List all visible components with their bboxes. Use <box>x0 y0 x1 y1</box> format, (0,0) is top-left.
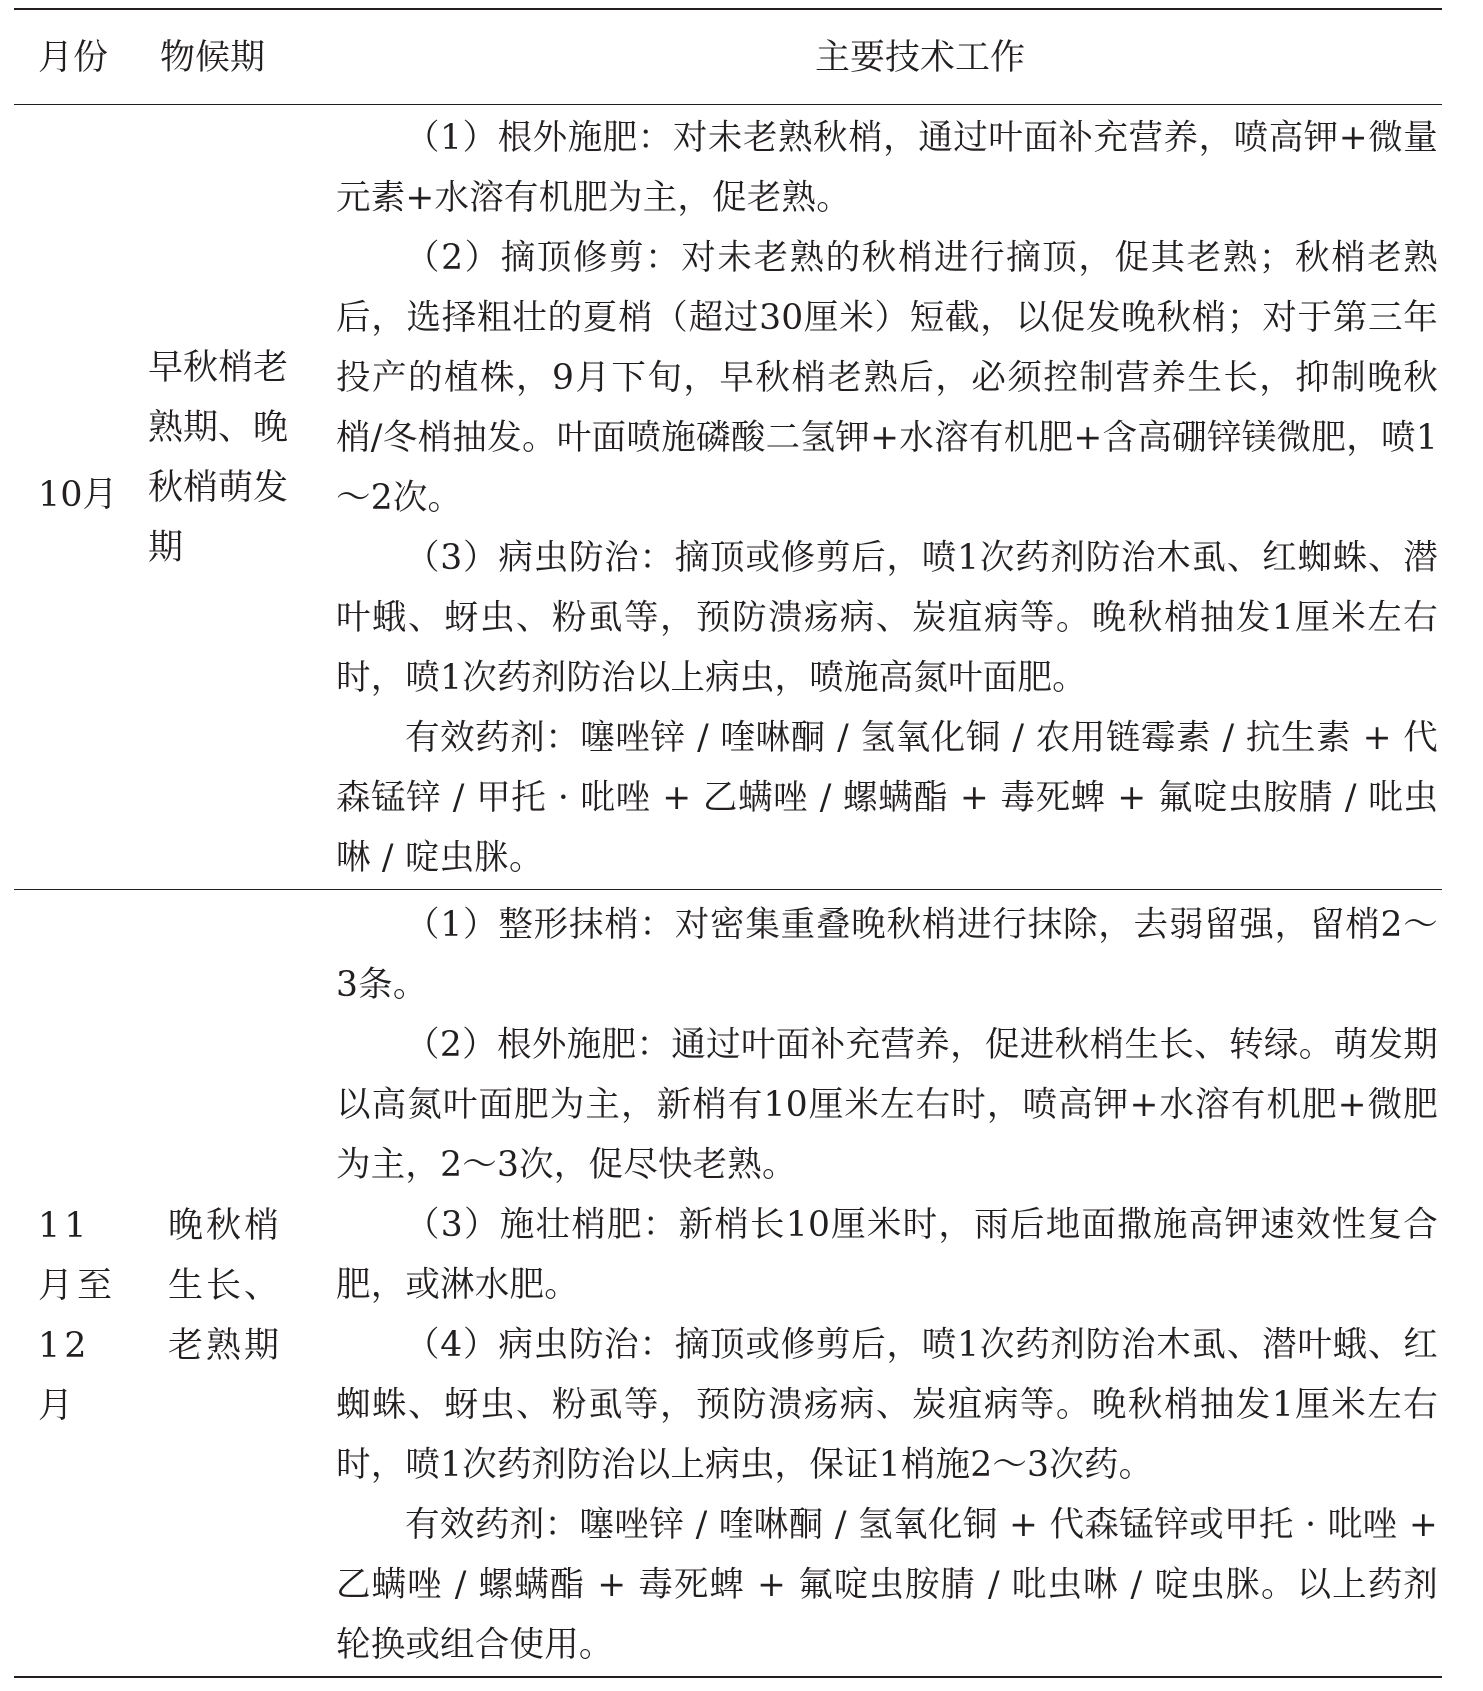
work-paragraph: （4）病虫防治：摘顶或修剪后，喷1次药剂防治木虱、潜叶蛾、红蜘蛛、蚜虫、粉虱等，预防溃疡病、炭疽病等。晚秋梢抽发1厘米左右时，喷1次药剂防治以上病虫，保证1梢施2～3次药。 <box>336 1325 1438 1485</box>
row-period: 晚秋梢生长、老熟期 <box>168 1206 283 1366</box>
row-work <box>336 895 1438 1675</box>
row-work <box>336 108 1438 888</box>
work-paragraph: （1）整形抹梢：对密集重叠晚秋梢进行抹除，去弱留强，留梢2～3条。 <box>336 905 1438 1005</box>
work-paragraph: （3）病虫防治：摘顶或修剪后，喷1次药剂防治木虱、红蜘蛛、潜叶蛾、蚜虫、粉虱等，预防溃疡病、炭疽病等。晚秋梢抽发1厘米左右时，喷1次药剂防治以上病虫，喷施高氮叶面肥。 <box>336 538 1438 698</box>
header-rule <box>14 104 1442 105</box>
row-period: 早秋梢老熟期、晚秋梢萌发期 <box>148 348 289 568</box>
work-paragraph: （2）根外施肥：通过叶面补充营养，促进秋梢生长、转绿。萌发期以高氮叶面肥为主，新梢有10厘米左右时，喷高钾+水溶有机肥+微肥为主，2～3次，促尽快老熟。 <box>336 1025 1438 1185</box>
top-rule <box>14 8 1442 10</box>
header-work: 主要技术工作 <box>815 38 1026 78</box>
row-month: 10月 <box>38 475 118 515</box>
work-paragraph: （3）施壮梢肥：新梢长10厘米时，雨后地面撒施高钾速效性复合肥，或淋水肥。 <box>336 1205 1438 1305</box>
row-divider <box>14 889 1442 890</box>
header-month: 月份 <box>38 38 109 78</box>
header-period: 物候期 <box>160 38 266 78</box>
work-paragraph: 有效药剂：噻唑锌 / 喹啉酮 / 氢氧化铜 / 农用链霉素 / 抗生素 + 代森锰锌 / 甲托 · 吡唑 + 乙螨唑 / 螺螨酯 + 毒死蜱 + 氟啶虫胺腈 / 吡虫啉 / 啶虫脒。 <box>336 718 1438 878</box>
row-month: 11月至12月 <box>38 1206 117 1426</box>
work-paragraph: （1）根外施肥：对未老熟秋梢，通过叶面补充营养，喷高钾+微量元素+水溶有机肥为主，促老熟。 <box>336 118 1438 218</box>
work-paragraph: （2）摘顶修剪：对未老熟的秋梢进行摘顶，促其老熟；秋梢老熟后，选择粗壮的夏梢（超过30厘米）短截，以促发晚秋梢；对于第三年投产的植株，9月下旬，早秋梢老熟后，必须控制营养生长，抑制晚秋梢/冬梢抽发。叶面喷施磷酸二氢钾+水溶有机肥+含高硼锌镁微肥，喷1～2次。 <box>336 238 1438 518</box>
work-paragraph: 有效药剂：噻唑锌 / 喹啉酮 / 氢氧化铜 + 代森锰锌或甲托 · 吡唑 + 乙螨唑 / 螺螨酯 + 毒死蜱 + 氟啶虫胺腈 / 吡虫啉 / 啶虫脒。以上药剂轮换或组合使用。 <box>336 1505 1438 1665</box>
bottom-rule <box>14 1676 1442 1678</box>
